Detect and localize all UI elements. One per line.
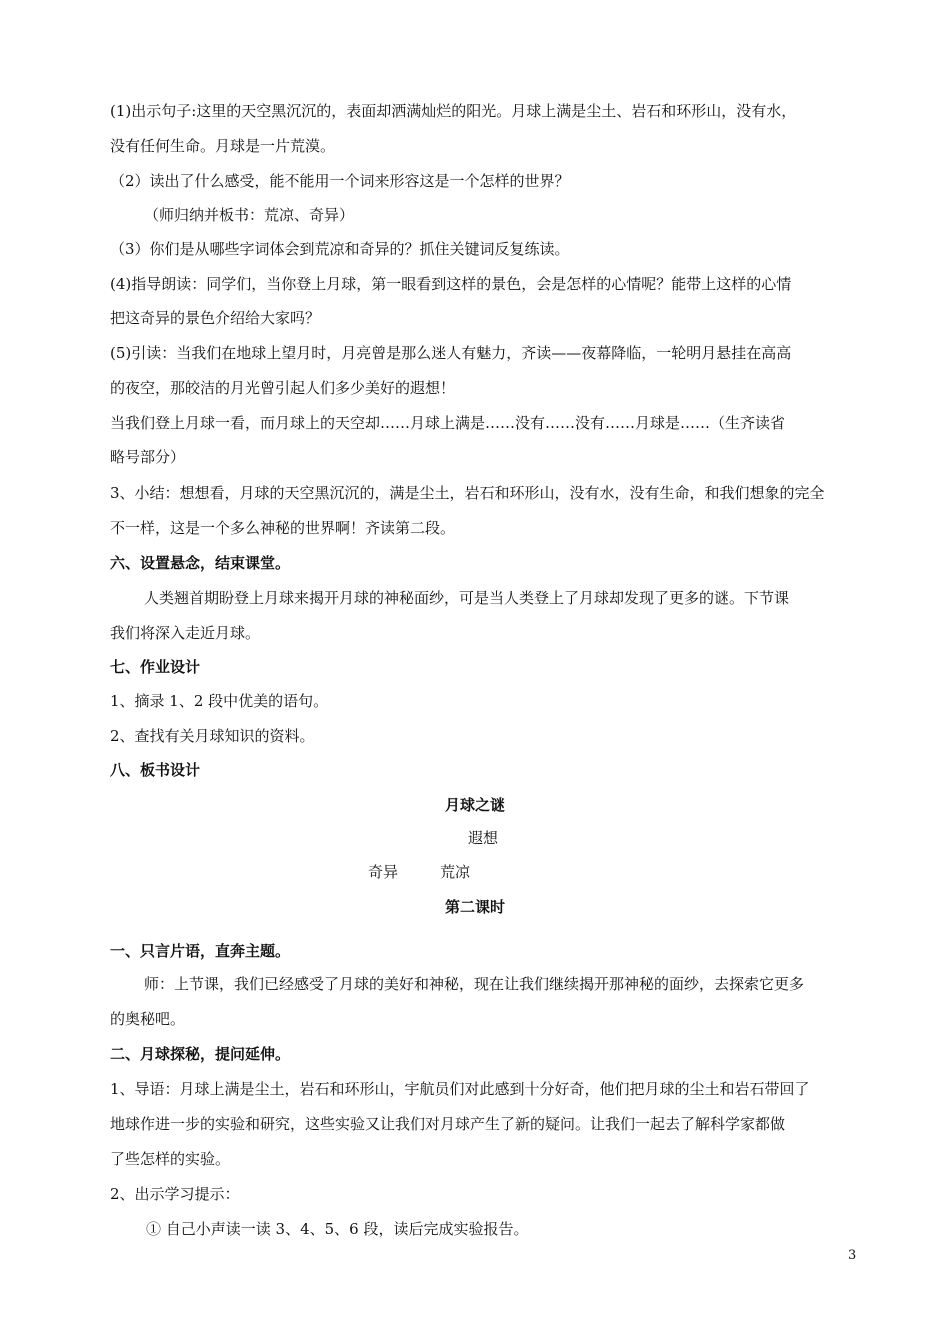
- paragraph-line: （3）你们是从哪些字词体会到荒凉和奇异的？抓住关键词反复练读。: [110, 240, 570, 258]
- list-item: ① 自己小声读一读 3、4、5、6 段，读后完成实验报告。: [146, 1220, 529, 1238]
- paragraph-line: 的夜空，那皎洁的月光曾引起人们多少美好的遐想！: [110, 379, 456, 397]
- section-heading: 二、月球探秘，提问延伸。: [110, 1045, 291, 1063]
- paragraph-line: 我们将深入走近月球。: [110, 624, 261, 642]
- paragraph-line: 地球作进一步的实验和研究，这些实验又让我们对月球产生了新的疑问。让我们一起去了解科学家都做: [110, 1115, 786, 1133]
- paragraph-line: 当我们登上月球一看，而月球上的天空却……月球上满是……没有……没有……月球是……（生齐读省: [110, 414, 786, 432]
- section-heading: 七、作业设计: [110, 658, 201, 676]
- blackboard-title: 月球之谜: [444, 796, 505, 814]
- paragraph-line: 把这奇异的景色介绍给大家吗？: [110, 309, 321, 327]
- paragraph-line: 1、导语：月球上满是尘土，岩石和环形山，宇航员们对此感到十分好奇，他们把月球的尘土和岩石带回了: [110, 1080, 810, 1098]
- list-item: 1、摘录 1、2 段中优美的语句。: [110, 692, 329, 710]
- paragraph-line: (5)引读：当我们在地球上望月时，月亮曾是那么迷人有魅力，齐读——夜幕降临，一轮明月悬挂在高高: [110, 344, 792, 362]
- section-heading: 八、板书设计: [110, 761, 201, 779]
- paragraph-line: (4)指导朗读：同学们，当你登上月球，第一眼看到这样的景色，会是怎样的心情呢？能带上这样的心情: [110, 275, 792, 293]
- blackboard-word: 荒凉: [440, 863, 471, 881]
- paragraph-line: 的奥秘吧。: [110, 1010, 186, 1028]
- paragraph-line: (1)出示句子:这里的天空黑沉沉的，表面却洒满灿烂的阳光。月球上满是尘土、岩石和环形山，没有水，: [110, 102, 797, 120]
- paragraph-line: 没有任何生命。月球是一片荒漠。: [110, 137, 336, 155]
- paragraph-line: 略号部分）: [110, 448, 186, 466]
- lesson-title: 第二课时: [444, 898, 505, 916]
- blackboard-word: 奇异: [368, 863, 399, 881]
- paragraph-line: 3、小结：想想看，月球的天空黑沉沉的，满是尘土，岩石和环形山，没有水，没有生命，和我们想象的完全: [110, 484, 825, 502]
- paragraph-line: 不一样，这是一个多么神秘的世界啊！齐读第二段。: [110, 519, 456, 537]
- paragraph-line: 师：上节课，我们已经感受了月球的美好和神秘，现在让我们继续揭开那神秘的面纱，去探索它更多: [144, 975, 805, 993]
- section-heading: 一、只言片语，直奔主题。: [110, 942, 291, 960]
- list-item: 2、查找有关月球知识的资料。: [110, 727, 315, 745]
- paragraph-line: 了些怎样的实验。: [110, 1150, 231, 1168]
- paragraph-line: （师归纳并板书：荒凉、奇异）: [144, 206, 355, 224]
- paragraph-line: 人类翘首期盼登上月球来揭开月球的神秘面纱，可是当人类登上了月球却发现了更多的谜。下节课: [144, 589, 790, 607]
- paragraph-line: 2、出示学习提示：: [110, 1185, 240, 1203]
- paragraph-line: （2）读出了什么感受，能不能用一个词来形容这是一个怎样的世界？: [110, 172, 570, 190]
- blackboard-word: 遐想: [468, 829, 499, 847]
- page-number: 3: [848, 1248, 857, 1263]
- section-heading: 六、设置悬念，结束课堂。: [110, 554, 291, 572]
